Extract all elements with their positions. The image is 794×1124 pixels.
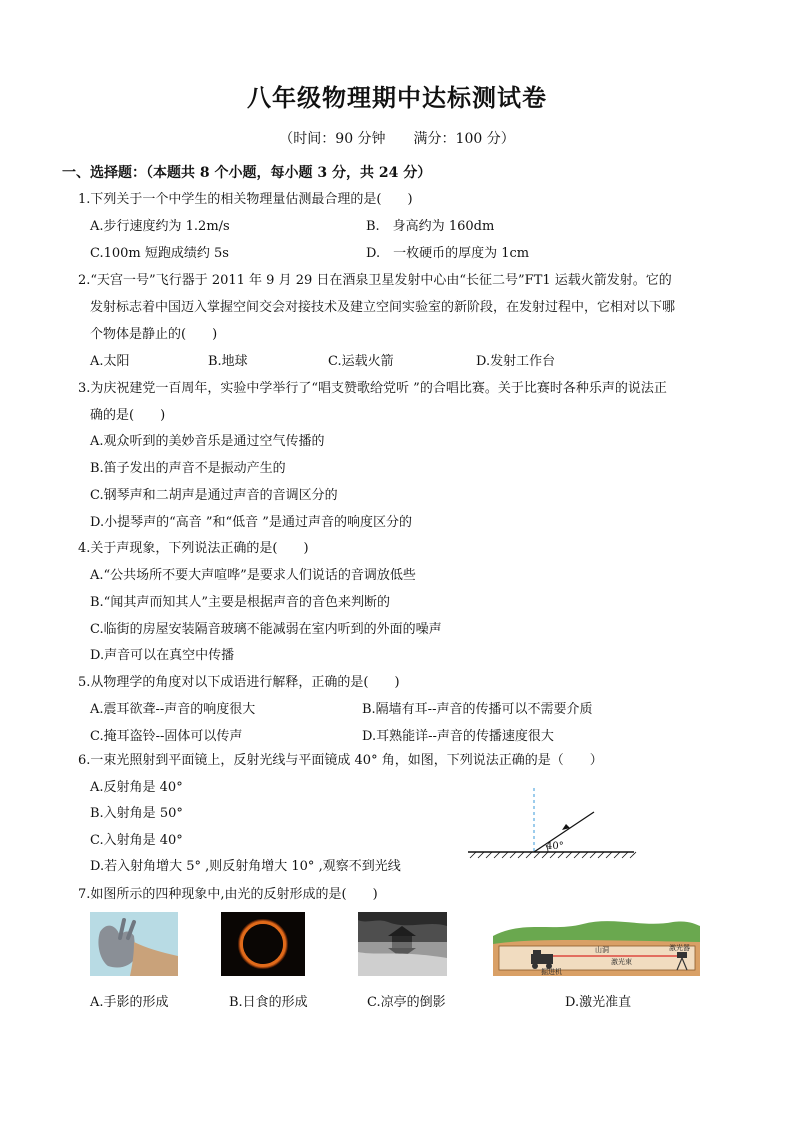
exam-info [0, 128, 794, 148]
mirror-hatching [470, 852, 636, 858]
time-info: （时间：90 分钟 [279, 131, 386, 147]
reflection-diagram [462, 782, 642, 862]
laser-tunnel-image [493, 914, 700, 976]
question-3-stem-line2: 确的是( ) [90, 408, 166, 423]
question-4-stem: 4.关于声现象，下列说法正确的是( ) [78, 541, 309, 556]
eclipse-image [221, 912, 305, 976]
question-2-option-d: D.发射工作台 [476, 354, 556, 369]
question-6-option-b: B.入射角是 50° [90, 806, 183, 821]
question-4-option-d: D.声音可以在真空中传播 [90, 648, 235, 663]
question-2-stem-line3: 个物体是静止的( ) [90, 327, 218, 342]
page-title: 八年级物理期中达标测试卷 [247, 83, 547, 112]
question-3-option-b: B.笛子发出的声音不是振动产生的 [90, 461, 286, 476]
question-1-option-c: C.100m 短跑成绩约 5s [90, 246, 229, 261]
reflected-ray [534, 812, 594, 852]
label-laser-device: 激光器 [669, 944, 690, 952]
question-4-option-c: C.临街的房屋安装隔音玻璃不能减弱在室内听到的外面的噪声 [90, 622, 442, 637]
pavilion-reflection-image [358, 912, 447, 976]
question-5-option-c: C.掩耳盗铃--固体可以传声 [90, 729, 243, 744]
hand-shadow-image [90, 912, 178, 976]
question-1-stem: 1.下列关于一个中学生的相关物理量估测最合理的是( ) [78, 192, 413, 207]
score-info: 满分：100 分） [413, 131, 515, 147]
question-6-option-d: D.若入射角增大 5° ,则反射角增大 10° ,观察不到光线 [90, 859, 401, 874]
question-3-option-a: A.观众听到的美妙音乐是通过空气传播的 [90, 434, 325, 449]
question-3-stem-line1: 3.为庆祝建党一百周年，实验中学举行了“唱支赞歌给党听 ”的合唱比赛。关于比赛时各种乐声的说法正 [78, 381, 667, 396]
question-6-option-a: A.反射角是 40° [90, 780, 183, 795]
angle-label: 40° [546, 841, 564, 852]
question-7-option-b: B.日食的形成 [229, 995, 308, 1010]
question-1-option-b: B. 身高约为 160dm [366, 219, 495, 234]
label-mountain: 山洞 [595, 946, 609, 954]
question-7-stem: 7.如图所示的四种现象中,由光的反射形成的是( ) [78, 887, 378, 902]
question-5-option-a: A.震耳欲聋--声音的响度很大 [90, 702, 256, 717]
question-1-option-a: A.步行速度约为 1.2m/s [90, 219, 230, 234]
question-2-option-a: A.太阳 [90, 354, 130, 369]
question-2-option-c: C.运载火箭 [328, 354, 394, 369]
question-6-option-c: C.入射角是 40° [90, 833, 183, 848]
label-machine: 掘进机 [541, 968, 562, 976]
question-7-option-a: A.手影的形成 [90, 995, 169, 1010]
question-7-option-d: D.激光准直 [565, 995, 632, 1010]
question-3-option-d: D.小提琴声的“高音 ”和“低音 ”是通过声音的响度区分的 [90, 515, 412, 530]
question-7-option-c: C.凉亭的倒影 [367, 995, 446, 1010]
question-2-stem-line1: 2.“天宫一号”飞行器于 2011 年 9 月 29 日在酒泉卫星发射中心由“长征二号”FT1 运载火箭发射。它的 [78, 273, 672, 288]
question-1-option-d: D. 一枚硬币的厚度为 1cm [366, 246, 530, 261]
label-laser-beam: 激光束 [611, 958, 632, 966]
question-4-option-b: B.“闻其声而知其人”主要是根据声音的音色来判断的 [90, 595, 390, 610]
question-6-stem: 6.一束光照射到平面镜上，反射光线与平面镜成 40° 角，如图，下列说法正确的是（ ） [78, 753, 603, 768]
question-5-option-d: D.耳熟能详--声音的传播速度很大 [362, 729, 554, 744]
question-4-option-a: A.“公共场所不要大声喧哗”是要求人们说话的音调放低些 [90, 568, 416, 583]
question-5-option-b: B.隔墙有耳--声音的传播可以不需要介质 [362, 702, 593, 717]
question-3-option-c: C.钢琴声和二胡声是通过声音的音调区分的 [90, 488, 338, 503]
section-heading: 一、选择题：（本题共 8 个小题，每小题 3 分，共 24 分） [62, 165, 432, 181]
question-5-stem: 5.从物理学的角度对以下成语进行解释，正确的是( ) [78, 675, 400, 690]
question-2-stem-line2: 发射标志着中国迈入掌握空间交会对接技术及建立空间实验室的新阶段，在发射过程中，它相对以下哪 [90, 300, 676, 315]
question-2-option-b: B.地球 [208, 354, 248, 369]
